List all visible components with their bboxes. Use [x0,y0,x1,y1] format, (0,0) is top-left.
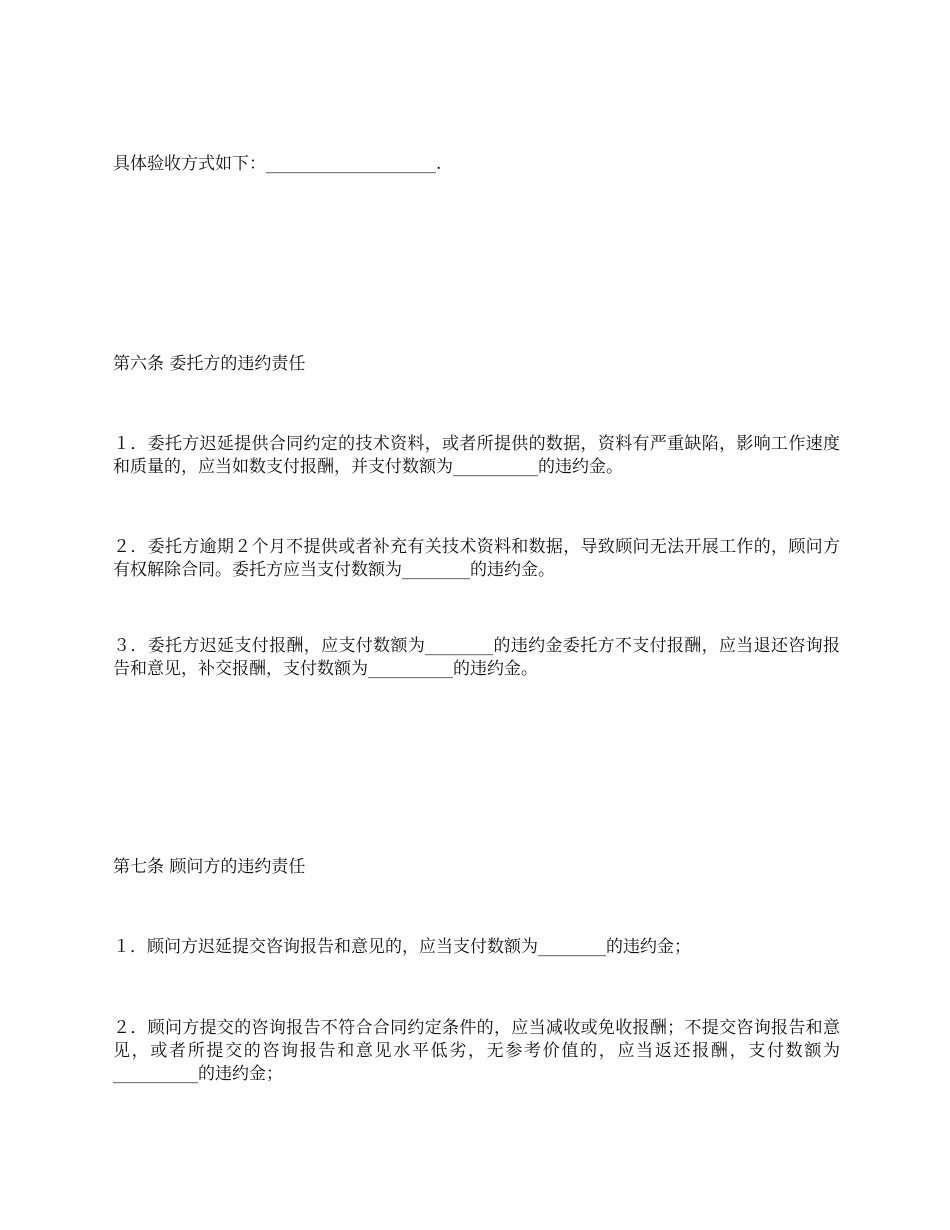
acceptance-method-line: 具体验收方式如下：____________________. [113,154,442,174]
article-6-clause-2: ２．委托方逾期２个月不提供或者补充有关技术资料和数据，导致顾问无法开展工作的，顾问方有权解除合同。委托方应当支付数额为________的违约金。 [113,537,840,580]
article-6-clause-1: １．委托方迟延提供合同约定的技术资料，或者所提供的数据，资料有严重缺陷，影响工作速度和质量的，应当如数支付报酬，并支付数额为__________的违约金。 [113,434,840,477]
article-6-title: 第六条 委托方的违约责任 [113,354,306,374]
article-6-clause-3: ３．委托方迟延支付报酬，应支付数额为________的违约金委托方不支付报酬，应当退还咨询报告和意见，补交报酬，支付数额为__________的违约金。 [113,636,840,679]
article-7-clause-2: ２．顾问方提交的咨询报告不符合合同约定条件的，应当减收或免收报酬；不提交咨询报告和意见，或者所提交的咨询报告和意见水平低劣，无参考价值的，应当返还报酬，支付数额为__________的违约金； [113,1018,840,1084]
article-7-clause-1: １．顾问方迟延提交咨询报告和意见的，应当支付数额为________的违约金； [113,937,691,957]
article-7-title: 第七条 顾问方的违约责任 [113,857,306,877]
